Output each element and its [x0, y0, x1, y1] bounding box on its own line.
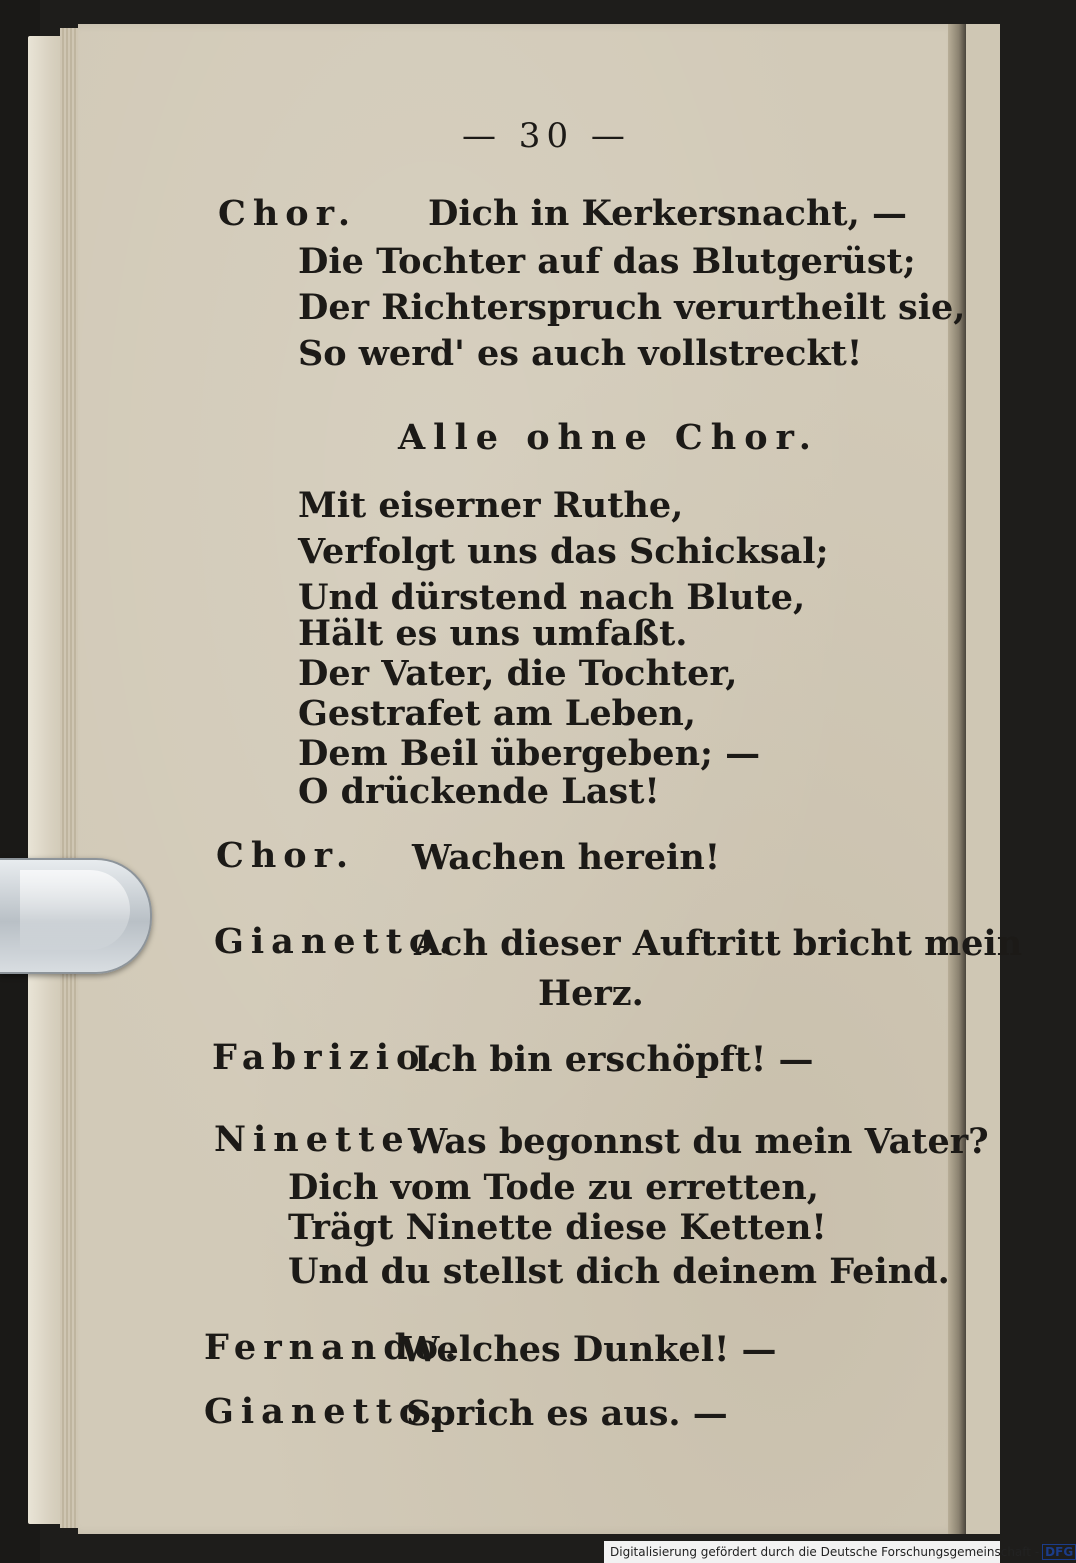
dialogue-line: Herz.	[538, 973, 644, 1014]
dialogue-line: Ach dieser Auftritt bricht mein	[414, 923, 1023, 964]
verse-line: Der Richterspruch verurtheilt sie,	[298, 287, 966, 328]
verse-line: O drückende Last!	[298, 771, 660, 812]
dialogue-line: Wachen herein!	[412, 837, 721, 878]
verse-line: Gestrafet am Leben,	[298, 693, 696, 734]
facing-page-edge	[966, 24, 1000, 1534]
speaker-label: Gianetto.	[214, 921, 458, 962]
dialogue-line: Und du stellst dich deinem Feind.	[288, 1251, 950, 1292]
dfg-logo: DFG	[1042, 1544, 1076, 1560]
page-number: — 30 —	[462, 116, 631, 156]
verse-line: Verfolgt uns das Schicksal;	[298, 531, 829, 572]
dialogue-line: Trägt Ninette diese Ketten!	[288, 1207, 827, 1248]
footer-text: Digitalisierung gefördert durch die Deutsche Forschungsgemeinschaft -	[610, 1545, 1040, 1559]
speaker-label: Chor.	[218, 193, 358, 234]
dialogue-line: Sprich es aus. —	[406, 1393, 728, 1434]
speaker-label: Ninette.	[214, 1119, 430, 1160]
verse-line: Dem Beil übergeben; —	[298, 733, 761, 774]
speaker-label: Fabrizio.	[212, 1037, 445, 1078]
verse-line: Mit eiserner Ruthe,	[298, 485, 684, 526]
verse-line: Der Vater, die Tochter,	[298, 653, 738, 694]
speaker-label: Gianetto.	[204, 1391, 448, 1432]
verse-line: So werd' es auch vollstreckt!	[298, 333, 863, 374]
verse-line: Dich in Kerkersnacht, —	[428, 193, 907, 234]
verse-line: Und dürstend nach Blute,	[298, 577, 806, 618]
dialogue-line: Ich bin erschöpft! —	[414, 1039, 814, 1080]
speaker-label: Chor.	[216, 835, 356, 876]
verse-line: Hält es uns umfaßt.	[298, 613, 688, 654]
speaker-label: Fernando.	[204, 1327, 464, 1368]
dialogue-line: Welches Dunkel! —	[400, 1329, 777, 1370]
verse-line: Die Tochter auf das Blutgerüst;	[298, 241, 916, 282]
section-heading: Alle ohne Chor.	[398, 417, 819, 458]
dialogue-line: Dich vom Tode zu erretten,	[288, 1167, 819, 1208]
dialogue-line: Was begonnst du mein Vater?	[408, 1121, 989, 1162]
book-gutter	[948, 24, 966, 1534]
page-clip-highlight	[20, 870, 130, 950]
digitization-footer	[604, 1541, 1074, 1563]
